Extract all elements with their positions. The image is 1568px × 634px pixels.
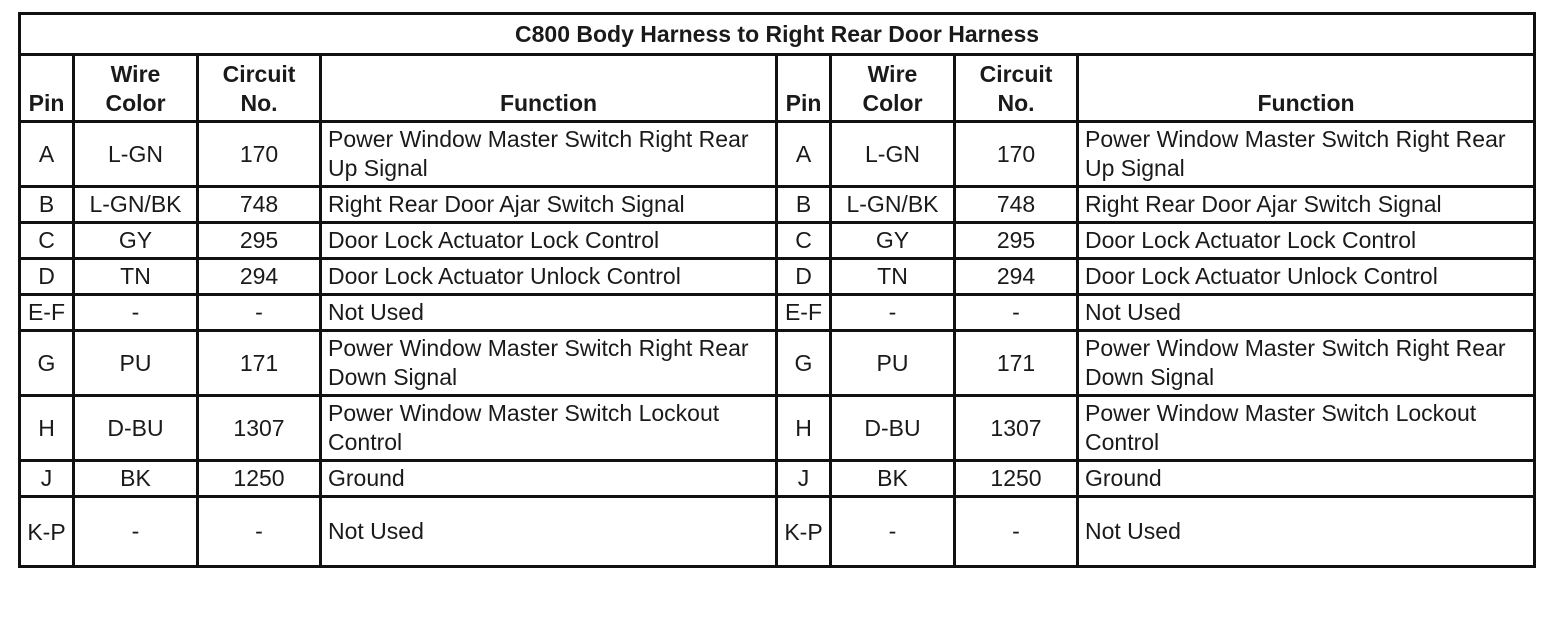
pin-cell: J bbox=[20, 461, 74, 497]
pin-cell: G bbox=[777, 331, 831, 396]
circuit-cell: - bbox=[198, 497, 321, 567]
pin-cell: G bbox=[20, 331, 74, 396]
wire-color-cell: - bbox=[74, 295, 198, 331]
pin-cell: H bbox=[777, 396, 831, 461]
table-row bbox=[20, 259, 1535, 295]
header-function: Function bbox=[321, 55, 777, 122]
pin-cell: B bbox=[20, 187, 74, 223]
table-row bbox=[20, 122, 1535, 187]
pin-cell: D bbox=[20, 259, 74, 295]
connector-table-wrapper bbox=[18, 12, 1536, 568]
function-cell: Power Window Master Switch Right Rear Down Signal bbox=[321, 331, 777, 396]
pin-cell: B bbox=[777, 187, 831, 223]
wire-color-cell: L-GN bbox=[74, 122, 198, 187]
wire-color-cell: GY bbox=[831, 223, 955, 259]
table-row bbox=[20, 461, 1535, 497]
table-row bbox=[20, 187, 1535, 223]
circuit-cell: 1250 bbox=[955, 461, 1078, 497]
header-row bbox=[20, 55, 1535, 122]
table-row bbox=[20, 295, 1535, 331]
wire-color-cell: L-GN bbox=[831, 122, 955, 187]
header-circuit-no: Circuit No. bbox=[955, 55, 1078, 122]
header-wire-color: Wire Color bbox=[831, 55, 955, 122]
function-cell: Not Used bbox=[1078, 295, 1535, 331]
function-cell: Not Used bbox=[321, 497, 777, 567]
circuit-cell: 1307 bbox=[955, 396, 1078, 461]
circuit-cell: 295 bbox=[955, 223, 1078, 259]
circuit-cell: - bbox=[198, 295, 321, 331]
header-pin: Pin bbox=[20, 55, 74, 122]
pin-cell: E-F bbox=[20, 295, 74, 331]
wire-color-cell: TN bbox=[831, 259, 955, 295]
wire-color-cell: GY bbox=[74, 223, 198, 259]
wire-color-cell: - bbox=[831, 497, 955, 567]
pin-cell: A bbox=[20, 122, 74, 187]
function-cell: Not Used bbox=[321, 295, 777, 331]
circuit-cell: - bbox=[955, 295, 1078, 331]
function-cell: Power Window Master Switch Right Rear Up Signal bbox=[1078, 122, 1535, 187]
function-cell: Door Lock Actuator Unlock Control bbox=[321, 259, 777, 295]
function-cell: Ground bbox=[321, 461, 777, 497]
circuit-cell: 1307 bbox=[198, 396, 321, 461]
table-row bbox=[20, 396, 1535, 461]
circuit-cell: 170 bbox=[955, 122, 1078, 187]
circuit-cell: 748 bbox=[198, 187, 321, 223]
wire-color-cell: L-GN/BK bbox=[74, 187, 198, 223]
circuit-cell: 171 bbox=[955, 331, 1078, 396]
wire-color-cell: - bbox=[74, 497, 198, 567]
wire-color-cell: PU bbox=[74, 331, 198, 396]
pin-cell: C bbox=[777, 223, 831, 259]
table-title: C800 Body Harness to Right Rear Door Harness bbox=[20, 14, 1535, 55]
function-cell: Power Window Master Switch Right Rear Down Signal bbox=[1078, 331, 1535, 396]
wire-color-cell: L-GN/BK bbox=[831, 187, 955, 223]
circuit-cell: 1250 bbox=[198, 461, 321, 497]
circuit-cell: 295 bbox=[198, 223, 321, 259]
wire-color-cell: D-BU bbox=[74, 396, 198, 461]
function-cell: Power Window Master Switch Right Rear Up Signal bbox=[321, 122, 777, 187]
header-function: Function bbox=[1078, 55, 1535, 122]
pin-cell: J bbox=[777, 461, 831, 497]
circuit-cell: 294 bbox=[955, 259, 1078, 295]
table-row bbox=[20, 331, 1535, 396]
function-cell: Door Lock Actuator Lock Control bbox=[1078, 223, 1535, 259]
header-circuit-no: Circuit No. bbox=[198, 55, 321, 122]
pin-cell: K-P bbox=[777, 497, 831, 567]
wire-color-cell: BK bbox=[74, 461, 198, 497]
circuit-cell: - bbox=[955, 497, 1078, 567]
pin-cell: C bbox=[20, 223, 74, 259]
pin-cell: A bbox=[777, 122, 831, 187]
function-cell: Power Window Master Switch Lockout Control bbox=[1078, 396, 1535, 461]
function-cell: Not Used bbox=[1078, 497, 1535, 567]
function-cell: Power Window Master Switch Lockout Control bbox=[321, 396, 777, 461]
circuit-cell: 748 bbox=[955, 187, 1078, 223]
wire-color-cell: TN bbox=[74, 259, 198, 295]
circuit-cell: 170 bbox=[198, 122, 321, 187]
pin-cell: E-F bbox=[777, 295, 831, 331]
wire-color-cell: - bbox=[831, 295, 955, 331]
wire-color-cell: BK bbox=[831, 461, 955, 497]
function-cell: Right Rear Door Ajar Switch Signal bbox=[1078, 187, 1535, 223]
circuit-cell: 171 bbox=[198, 331, 321, 396]
pin-cell: K-P bbox=[20, 497, 74, 567]
wire-color-cell: D-BU bbox=[831, 396, 955, 461]
table-row bbox=[20, 497, 1535, 567]
circuit-cell: 294 bbox=[198, 259, 321, 295]
function-cell: Ground bbox=[1078, 461, 1535, 497]
header-wire-color: Wire Color bbox=[74, 55, 198, 122]
function-cell: Door Lock Actuator Unlock Control bbox=[1078, 259, 1535, 295]
pin-cell: D bbox=[777, 259, 831, 295]
wire-color-cell: PU bbox=[831, 331, 955, 396]
connector-table bbox=[18, 12, 1536, 568]
function-cell: Right Rear Door Ajar Switch Signal bbox=[321, 187, 777, 223]
function-cell: Door Lock Actuator Lock Control bbox=[321, 223, 777, 259]
pin-cell: H bbox=[20, 396, 74, 461]
table-row bbox=[20, 223, 1535, 259]
header-pin: Pin bbox=[777, 55, 831, 122]
